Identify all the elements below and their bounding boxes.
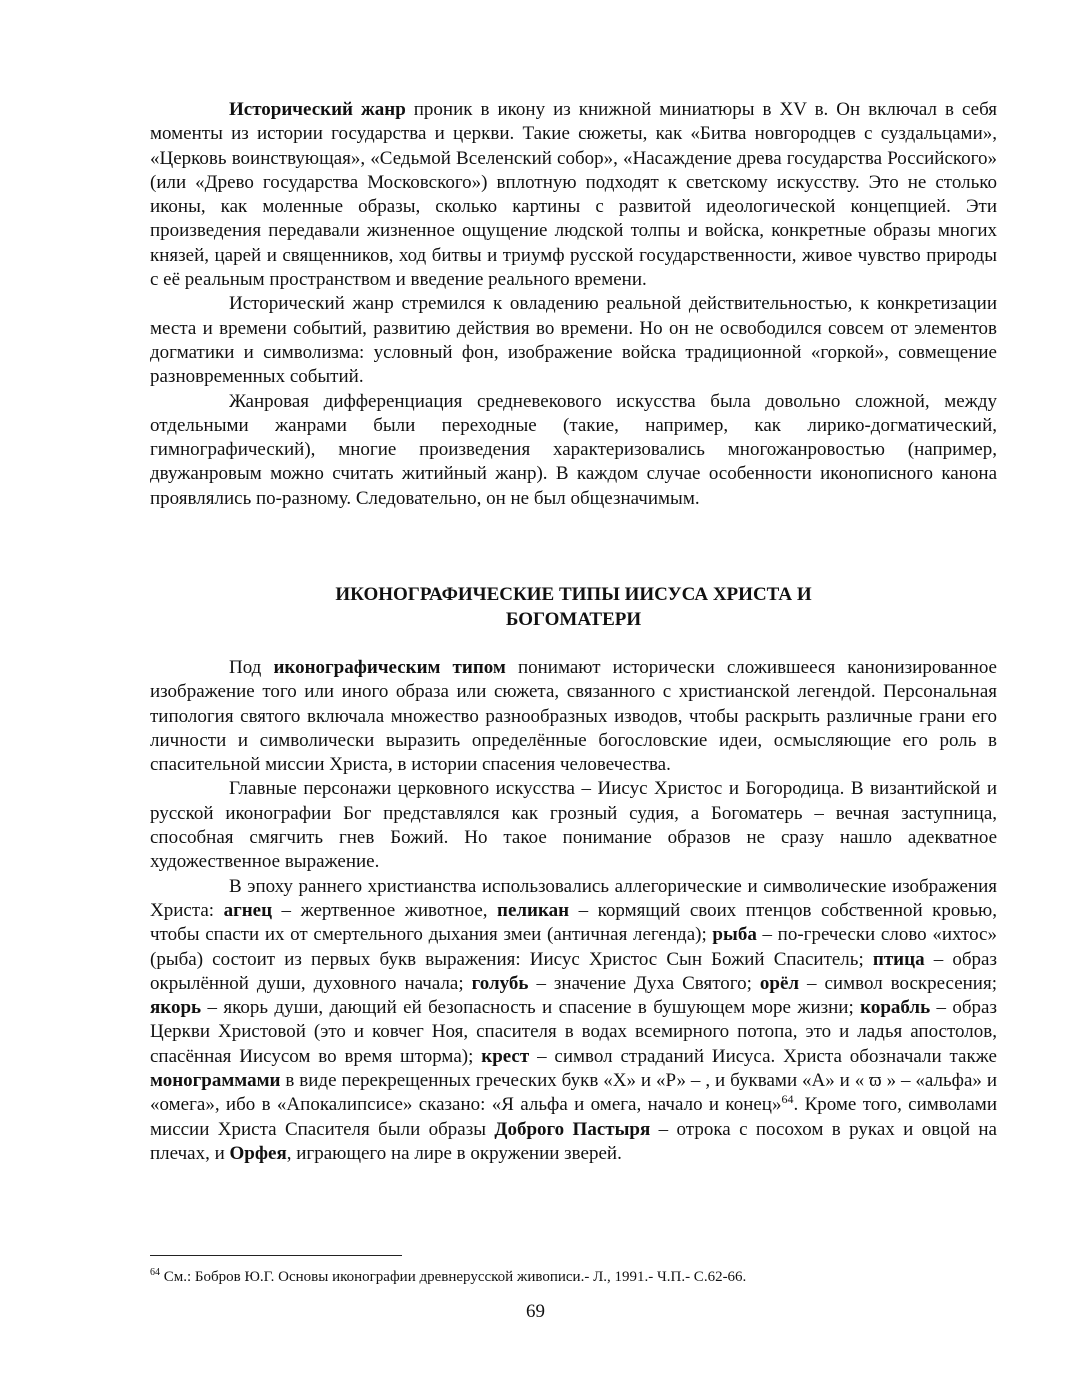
page-number: 69 (526, 1301, 545, 1322)
section-iconographic-types (150, 656, 997, 1166)
section-historical-genre (150, 98, 997, 511)
bold-term: крест (481, 1045, 530, 1067)
footnote (150, 1267, 997, 1287)
footnote-text: См.: Бобров Ю.Г. Основы иконографии древнерусской живописи.- Л., 1991.- Ч.П.- С.62-66. (160, 1269, 747, 1285)
bold-term: Исторический жанр (229, 99, 406, 120)
footnote-marker: 64 (150, 1267, 160, 1278)
bold-term: иконографическим типом (273, 657, 506, 678)
bold-term: агнец (223, 899, 273, 921)
bold-term: голубь (471, 972, 529, 994)
paragraph: Под иконографическим типом понимают исторически сложившееся канонизированное изображение того или иного образа или сюжета, связанного с христианской легендой. Персональная типология святого включала множество разнообразных изводов, чтобы раскрыть различные грани его личности и символически выразить определённые богословские идеи, осмысляющие его роль в спасительной миссии Христа, в истории спасения человечества. (150, 657, 997, 776)
bold-term: рыба (712, 924, 757, 946)
bold-term: пеликан (497, 899, 570, 921)
paragraph: В эпоху раннего христианства использовались аллегорические и символические изображения Христа: агнец – жертвенное животное, пеликан – кормящий своих птенцов собственной кровью, чтобы спасти их от смертельного дыхания змеи (античная легенда); рыба – по-гречески слово «ихтос» (рыба) состоит из первых букв выражения: Иисус Христос Сын Божий Спаситель; птица – образ окрылённой души, духовного начала; голубь – значение Духа Святого; орёл – символ воскресения; якорь – якорь души, дающий ей безопасность и спасение в бушующем море жизни; корабль – образ Церкви Христовой (это и ковчег Ноя, спасителя в водах всемирного потопа, это и ладья апостолов, спасённая Иисусом во время шторма); крест – символ страданий Иисуса. Христа обозначали также монограммами в виде перекрещенных греческих букв «Х» и «Р» – , и буквами «А» и « ϖ » – «альфа» и «омега», ибо в «Апокалипсисе» сказано: «Я альфа и омега, начало и конец»$^{64}$. Кроме того, символами миссии Христа Спасителя были образы Доброго Пастыря – отрока с посохом в руках и овцой на плечах, и Орфея, играющего на лире в окружении зверей. (150, 875, 998, 1164)
heading-line: ИКОНОГРАФИЧЕСКИЕ ТИПЫ ИИСУСА ХРИСТА И (335, 584, 812, 605)
bold-term: Доброго Пастыря (494, 1118, 651, 1140)
heading-line: БОГОМАТЕРИ (505, 608, 642, 630)
bold-term: корабль (860, 997, 931, 1019)
section-heading (150, 583, 997, 632)
bold-term: птица (872, 948, 925, 970)
paragraph: Исторический жанр стремился к овладению реальной действительностью, к конкретизации места и времени событий, развитию действия во времени. Но он не освободился совсем от элементов догматики и символизма: условный фон, изображение войска традиционной «горкой», совмещение разновременных событий. (150, 293, 997, 388)
bold-term: орёл (759, 972, 800, 994)
bold-term: якорь (150, 997, 202, 1019)
footnote-divider (150, 1255, 402, 1256)
paragraph: Жанровая дифференциация средневекового искусства была довольно сложной, между отдельными жанрами были переходные (такие, например, как лирико-догматический, гимнографический), многие произведения характеризовались многожанровостью (например, двужанровым можно считать житийный жанр). В каждом случае особенности иконописного канона проявлялись по-разному. Следовательно, он не был общезначимым. (150, 390, 997, 509)
paragraph: Исторический жанр проник в икону из книжной миниатюры в XV в. Он включал в себя моменты из истории государства и церкви. Такие сюжеты, как «Битва новгородцев с суздальцами», «Церковь воинствующая», «Седьмой Вселенский собор», «Насаждение древа государства Российского» (или «Древо государства Московского») вплотную подходят к светскому искусству. Это не столько иконы, как моленные образы, сколько картины с развитой идеологической концепцией. Эти произведения передавали жизненное ощущение людской толпы и войска, конкретные образы многих князей, царей и священников, ход битвы и триумф русской государственности, живое чувство природы с её реальным пространством и введение реального времени. (150, 99, 997, 291)
paragraph: Главные персонажи церковного искусства – Иисус Христос и Богородица. В византийской и русской иконографии Бог представлялся как грозный судия, а Богоматерь – вечная заступница, способная смягчить гнев Божий. Но такое понимание образов не сразу нашло адекватное художественное выражение. (150, 778, 997, 873)
bold-term: монограммами (150, 1070, 281, 1092)
footnote-reference[interactable]: 64 (781, 1092, 794, 1107)
bold-term: Орфея (229, 1142, 287, 1164)
